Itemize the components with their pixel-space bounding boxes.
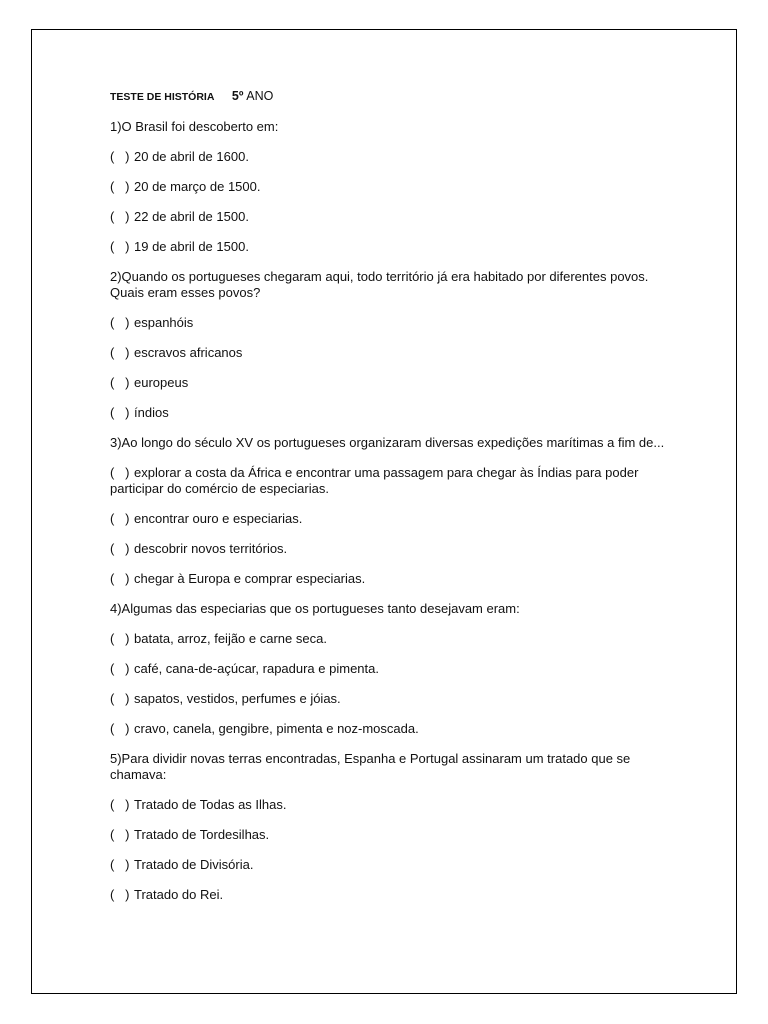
answer-option[interactable] xyxy=(110,631,670,647)
answer-option-text: café, cana-de-açúcar, rapadura e pimenta. xyxy=(134,661,379,676)
answer-checkbox[interactable]: ( ) xyxy=(110,239,130,254)
answer-option[interactable] xyxy=(110,887,670,903)
test-title-text: TESTE DE HISTÓRIA xyxy=(110,91,215,103)
answer-option-text: 20 de março de 1500. xyxy=(134,179,261,194)
answer-option[interactable] xyxy=(110,691,670,707)
question-text: 1)O Brasil foi descoberto em: xyxy=(110,119,279,134)
answer-checkbox[interactable]: ( ) xyxy=(110,511,130,526)
answer-option-text: encontrar ouro e especiarias. xyxy=(134,511,303,526)
answer-checkbox[interactable]: ( ) xyxy=(110,405,130,420)
question-2 xyxy=(110,269,670,421)
answer-option[interactable] xyxy=(110,511,670,527)
answer-option[interactable] xyxy=(110,661,670,677)
answer-option-text: sapatos, vestidos, perfumes e jóias. xyxy=(134,691,341,706)
answer-option-text: descobrir novos territórios. xyxy=(134,541,288,556)
answer-option-text: cravo, canela, gengibre, pimenta e noz-moscada. xyxy=(134,721,419,736)
answer-checkbox[interactable]: ( ) xyxy=(110,315,130,330)
question-text: 4)Algumas das especiarias que os portugueses tanto desejavam eram: xyxy=(110,601,520,616)
question-text: 3)Ao longo do século XV os portugueses organizaram diversas expedições marítimas a fim de... xyxy=(110,435,665,450)
document-content xyxy=(110,88,670,917)
answer-option-text: escravos africanos xyxy=(134,345,243,360)
answer-option[interactable] xyxy=(110,541,670,557)
answer-checkbox[interactable]: ( ) xyxy=(110,149,130,164)
answer-option[interactable] xyxy=(110,827,670,843)
answer-option-text: 19 de abril de 1500. xyxy=(134,239,249,254)
answer-checkbox[interactable]: ( ) xyxy=(110,345,130,360)
question-3 xyxy=(110,435,670,587)
answer-option[interactable] xyxy=(110,571,670,587)
answer-checkbox[interactable]: ( ) xyxy=(110,179,130,194)
grade-label xyxy=(232,89,273,103)
answer-option[interactable] xyxy=(110,797,670,813)
answer-checkbox[interactable]: ( ) xyxy=(110,661,130,676)
answer-option[interactable] xyxy=(110,239,670,255)
answer-option-text: batata, arroz, feijão e carne seca. xyxy=(134,631,327,646)
answer-checkbox[interactable]: ( ) xyxy=(110,827,130,842)
question-4 xyxy=(110,601,670,737)
answer-checkbox[interactable]: ( ) xyxy=(110,465,130,480)
answer-checkbox[interactable]: ( ) xyxy=(110,375,130,390)
answer-checkbox[interactable]: ( ) xyxy=(110,857,130,872)
question-text: 2)Quando os portugueses chegaram aqui, todo território já era habitado por diferentes povos. Quais eram esses povos? xyxy=(110,269,649,300)
answer-option[interactable] xyxy=(110,405,670,421)
answer-checkbox[interactable]: ( ) xyxy=(110,691,130,706)
answer-option-text: 20 de abril de 1600. xyxy=(134,149,249,164)
answer-checkbox[interactable]: ( ) xyxy=(110,797,130,812)
answer-option-text: Tratado de Tordesilhas. xyxy=(134,827,270,842)
answer-checkbox[interactable]: ( ) xyxy=(110,721,130,736)
question-5 xyxy=(110,751,670,903)
question-1 xyxy=(110,119,670,255)
answer-option[interactable] xyxy=(110,465,670,497)
answer-option-text: Tratado do Rei. xyxy=(134,887,224,902)
answer-option[interactable] xyxy=(110,345,670,361)
answer-option-text: Tratado de Todas as Ilhas. xyxy=(134,797,287,812)
answer-option-text: explorar a costa da África e encontrar uma passagem para chegar às Índias para poder participar do comércio de especiarias. xyxy=(110,465,639,496)
answer-option[interactable] xyxy=(110,209,670,225)
answer-option-text: Tratado de Divisória. xyxy=(134,857,254,872)
answer-option-text: 22 de abril de 1500. xyxy=(134,209,249,224)
grade-word: ANO xyxy=(246,89,274,103)
test-title xyxy=(110,88,670,105)
question-text: 5)Para dividir novas terras encontradas, Espanha e Portugal assinaram um tratado que se chamava: xyxy=(110,751,631,782)
answer-option-text: espanhóis xyxy=(134,315,194,330)
answer-option[interactable] xyxy=(110,375,670,391)
grade-number: 5º xyxy=(231,89,244,103)
answer-checkbox[interactable]: ( ) xyxy=(110,541,130,556)
answer-checkbox[interactable]: ( ) xyxy=(110,209,130,224)
answer-option[interactable] xyxy=(110,179,670,195)
answer-option[interactable] xyxy=(110,149,670,165)
answer-option[interactable] xyxy=(110,721,670,737)
document-page xyxy=(31,29,737,994)
answer-checkbox[interactable]: ( ) xyxy=(110,631,130,646)
answer-checkbox[interactable]: ( ) xyxy=(110,887,130,902)
answer-checkbox[interactable]: ( ) xyxy=(110,571,130,586)
answer-option[interactable] xyxy=(110,315,670,331)
answer-option-text: europeus xyxy=(134,375,189,390)
answer-option[interactable] xyxy=(110,857,670,873)
answer-option-text: chegar à Europa e comprar especiarias. xyxy=(134,571,366,586)
answer-option-text: índios xyxy=(134,405,169,420)
